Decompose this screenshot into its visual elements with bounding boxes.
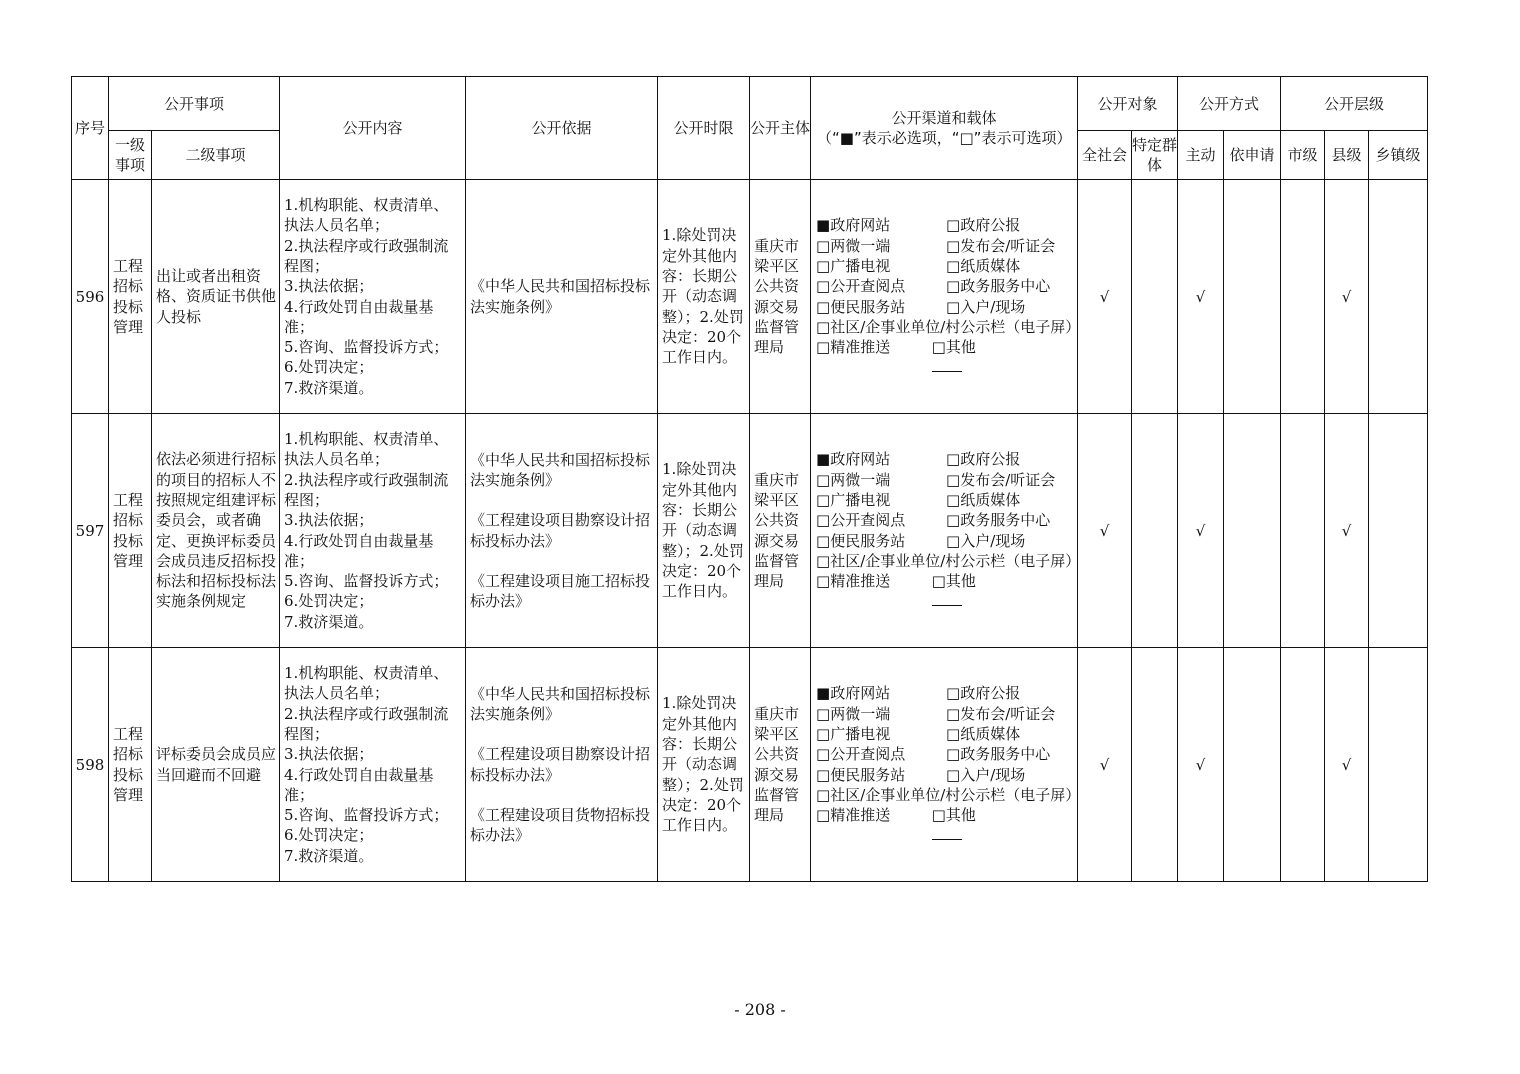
- table-row: [72, 648, 1428, 882]
- channel-other: □其他: [931, 338, 976, 357]
- channel-convenience: □便民服务站: [816, 765, 906, 784]
- channel-door: □入户/现场: [946, 297, 1026, 316]
- basis-line: 《工程建设项目货物招标投标办法》: [470, 805, 651, 845]
- content-line: 2.执法程序或行政强制流程图；: [284, 704, 449, 743]
- channel-service-center: □政务服务中心: [946, 511, 1051, 530]
- channel-reading: □公开查阅点: [816, 745, 906, 764]
- row-level2: 出让或者出租资格、资质证书供他人投标: [152, 180, 280, 414]
- row-content: [280, 648, 466, 882]
- channel-gov-site: ■政府网站: [816, 216, 891, 235]
- row-target-specific: [1132, 414, 1178, 648]
- row-channels: [811, 648, 1081, 882]
- header-target-specific: 特定群体: [1132, 131, 1178, 180]
- content-line: 1.机构职能、权责清单、执法人员名单；: [284, 430, 449, 469]
- row-level-city: [1281, 180, 1325, 414]
- header-level-town: 乡镇级: [1369, 131, 1428, 180]
- channel-precise: □精准推送: [816, 572, 891, 591]
- row-level1: 工程招标投标管理: [109, 648, 152, 882]
- row-content: [280, 180, 466, 414]
- header-target: 公开对象: [1078, 77, 1178, 131]
- content-line: 6.处罚决定；: [284, 358, 374, 377]
- header-items: 公开事项: [109, 77, 280, 131]
- header-mode: 公开方式: [1178, 77, 1281, 131]
- content-line: 3.执法依据；: [284, 511, 374, 530]
- basis-line: 《中华人民共和国招标投标法实施条例》: [470, 450, 651, 489]
- row-subject: 重庆市梁平区公共资源交易监督管理局: [750, 648, 811, 882]
- row-level-county: √: [1325, 648, 1369, 882]
- channel-gov-site: ■政府网站: [816, 450, 891, 469]
- content-line: 7.救济渠道。: [284, 846, 374, 865]
- header-content: 公开内容: [280, 77, 466, 180]
- channel-reading: □公开查阅点: [816, 511, 906, 530]
- header-level2: 二级事项: [152, 131, 280, 180]
- row-mode-active: √: [1178, 648, 1224, 882]
- channel-community: □社区/企事业单位/村公示栏（电子屏）: [816, 551, 1081, 570]
- channel-broadcast: □广播电视: [816, 256, 891, 275]
- channel-community: □社区/企事业单位/村公示栏（电子屏）: [816, 785, 1081, 804]
- channel-press: □发布会/听证会: [946, 470, 1056, 489]
- channel-service-center: □政务服务中心: [946, 277, 1051, 296]
- row-subject: 重庆市梁平区公共资源交易监督管理局: [750, 180, 811, 414]
- row-basis: [466, 414, 658, 648]
- row-level-town: [1369, 648, 1428, 882]
- fill-blank: [932, 593, 962, 606]
- header-deadline: 公开时限: [658, 77, 750, 180]
- channel-convenience: □便民服务站: [816, 297, 906, 316]
- content-line: 5.咨询、监督投诉方式；: [284, 338, 449, 357]
- basis-line: 《工程建设项目施工招标投标办法》: [470, 571, 651, 611]
- channel-paper: □纸质媒体: [946, 490, 1021, 509]
- channel-paper: □纸质媒体: [946, 724, 1021, 743]
- row-level-town: [1369, 180, 1428, 414]
- row-level-city: [1281, 648, 1325, 882]
- row-mode-request: [1224, 414, 1281, 648]
- channel-precise: □精准推送: [816, 338, 891, 357]
- row-deadline: 1.除处罚决定外其他内容：长期公开（动态调整）；2.处罚决定：20个工作日内。: [658, 180, 750, 414]
- header-level-city: 市级: [1281, 131, 1325, 180]
- channel-precise: □精准推送: [816, 806, 891, 825]
- channel-gov-bulletin: □政府公报: [946, 450, 1021, 469]
- row-deadline: 1.除处罚决定外其他内容：长期公开（动态调整）；2.处罚决定：20个工作日内。: [658, 648, 750, 882]
- header-target-all: 全社会: [1078, 131, 1132, 180]
- row-content: [280, 414, 466, 648]
- spacer: [470, 551, 654, 571]
- row-channels: [811, 414, 1081, 648]
- channel-gov-site: ■政府网站: [816, 684, 891, 703]
- content-line: 6.处罚决定；: [284, 826, 374, 845]
- channels-title: 公开渠道和载体: [891, 109, 997, 127]
- disclosure-table: [71, 76, 1428, 882]
- spacer: [470, 785, 654, 805]
- basis-line: 《工程建设项目勘察设计招标投标办法》: [470, 745, 651, 784]
- basis-line: 《中华人民共和国招标投标法实施条例》: [470, 684, 651, 723]
- fill-blank: [932, 359, 962, 372]
- row-subject: 重庆市梁平区公共资源交易监督管理局: [750, 414, 811, 648]
- content-line: 3.执法依据；: [284, 745, 374, 764]
- row-mode-active: √: [1178, 180, 1224, 414]
- row-level2: 评标委员会成员应当回避而不回避: [152, 648, 280, 882]
- channel-two-micro: □两微一端: [816, 470, 891, 489]
- row-channels: [811, 180, 1081, 414]
- row-target-specific: [1132, 180, 1178, 414]
- basis-line: 《中华人民共和国招标投标法实施条例》: [470, 277, 651, 316]
- channel-door: □入户/现场: [946, 765, 1026, 784]
- spacer: [470, 724, 654, 744]
- header-subject: 公开主体: [750, 77, 811, 180]
- content-line: 1.机构职能、权责清单、执法人员名单；: [284, 196, 449, 235]
- content-line: 7.救济渠道。: [284, 612, 374, 631]
- row-target-specific: [1132, 648, 1178, 882]
- content-line: 2.执法程序或行政强制流程图；: [284, 470, 449, 509]
- spacer: [470, 490, 654, 510]
- header-seq: 序号: [72, 77, 109, 180]
- row-mode-request: [1224, 180, 1281, 414]
- row-basis: [466, 180, 658, 414]
- channel-press: □发布会/听证会: [946, 236, 1056, 255]
- content-line: 7.救济渠道。: [284, 378, 374, 397]
- content-line: 5.咨询、监督投诉方式；: [284, 806, 449, 825]
- header-channels: [811, 77, 1078, 180]
- channel-gov-bulletin: □政府公报: [946, 684, 1021, 703]
- channel-broadcast: □广播电视: [816, 490, 891, 509]
- row-basis: [466, 648, 658, 882]
- channel-gov-bulletin: □政府公报: [946, 216, 1021, 235]
- channel-door: □入户/现场: [946, 531, 1026, 550]
- basis-line: 《工程建设项目勘察设计招标投标办法》: [470, 511, 651, 550]
- header-mode-active: 主动: [1178, 131, 1224, 180]
- row-target-all: √: [1078, 180, 1132, 414]
- channel-two-micro: □两微一端: [816, 236, 891, 255]
- row-level-town: [1369, 414, 1428, 648]
- channel-broadcast: □广播电视: [816, 724, 891, 743]
- channel-convenience: □便民服务站: [816, 531, 906, 550]
- content-line: 1.机构职能、权责清单、执法人员名单；: [284, 664, 449, 703]
- row-target-all: √: [1078, 648, 1132, 882]
- content-line: 4.行政处罚自由裁量基准；: [284, 765, 434, 804]
- row-level1: 工程招标投标管理: [109, 414, 152, 648]
- content-line: 2.执法程序或行政强制流程图；: [284, 236, 449, 275]
- table-row: [72, 180, 1428, 414]
- channel-other: □其他: [931, 572, 976, 591]
- channel-two-micro: □两微一端: [816, 704, 891, 723]
- fill-blank: [932, 827, 962, 840]
- header-mode-request: 依申请: [1224, 131, 1281, 180]
- channel-reading: □公开查阅点: [816, 277, 906, 296]
- header-level1: 一级事项: [109, 131, 152, 180]
- page-number: - 208 -: [734, 1000, 786, 1019]
- header-level: 公开层级: [1281, 77, 1428, 131]
- table-row: [72, 414, 1428, 648]
- content-line: 5.咨询、监督投诉方式；: [284, 572, 449, 591]
- channel-community: □社区/企事业单位/村公示栏（电子屏）: [816, 317, 1081, 336]
- channel-press: □发布会/听证会: [946, 704, 1056, 723]
- channel-other: □其他: [931, 806, 976, 825]
- row-level-county: √: [1325, 180, 1369, 414]
- row-deadline: 1.除处罚决定外其他内容：长期公开（动态调整）；2.处罚决定：20个工作日内。: [658, 414, 750, 648]
- row-level2: 依法必须进行招标的项目的招标人不按照规定组建评标委员会，或者确定、更换评标委员会成员违反招标投标法和招标投标法实施条例规定: [152, 414, 280, 648]
- row-level1: 工程招标投标管理: [109, 180, 152, 414]
- channel-paper: □纸质媒体: [946, 256, 1021, 275]
- content-line: 3.执法依据；: [284, 277, 374, 296]
- row-level-county: √: [1325, 414, 1369, 648]
- content-line: 4.行政处罚自由裁量基准；: [284, 531, 434, 570]
- row-mode-active: √: [1178, 414, 1224, 648]
- row-target-all: √: [1078, 414, 1132, 648]
- channels-note: （“■”表示必选项，“□”表示可选项）: [817, 129, 1072, 147]
- content-line: 4.行政处罚自由裁量基准；: [284, 297, 434, 336]
- content-line: 6.处罚决定；: [284, 592, 374, 611]
- header-level-county: 县级: [1325, 131, 1369, 180]
- channel-service-center: □政务服务中心: [946, 745, 1051, 764]
- row-level-city: [1281, 414, 1325, 648]
- row-seq: 596: [72, 180, 109, 414]
- row-seq: 598: [72, 648, 109, 882]
- header-basis: 公开依据: [466, 77, 658, 180]
- row-mode-request: [1224, 648, 1281, 882]
- row-seq: 597: [72, 414, 109, 648]
